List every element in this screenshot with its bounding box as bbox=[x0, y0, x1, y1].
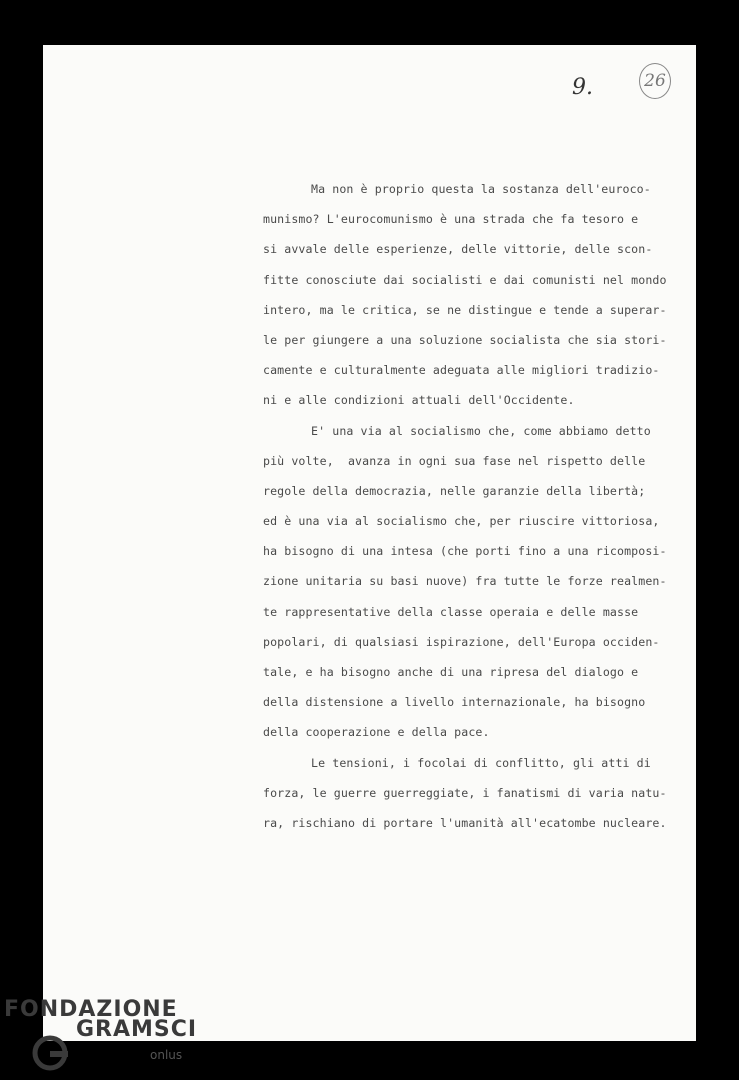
text-line: intero, ma le critica, se ne distingue e tende a superar- bbox=[263, 302, 667, 317]
text-line: più volte, avanza in ogni sua fase nel rispetto delle bbox=[263, 453, 646, 468]
text-line: fitte conosciute dai socialisti e dai comunisti nel mondo bbox=[263, 272, 667, 287]
text-line: munismo? L'eurocomunismo è una strada che fa tesoro e bbox=[263, 212, 639, 227]
text-line: regole della democrazia, nelle garanzie della libertà; bbox=[263, 483, 646, 498]
watermark-onlus: onlus bbox=[150, 1048, 183, 1062]
text-line: Le tensioni, i focolai di conflitto, gli atti di bbox=[311, 755, 651, 770]
text-line: E' una via al socialismo che, come abbiamo detto bbox=[311, 423, 651, 438]
fondazione-gramsci-watermark bbox=[4, 997, 204, 1077]
text-line: te rappresentative della classe operaia e delle masse bbox=[263, 604, 639, 619]
text-line: ni e alle condizioni attuali dell'Occidente. bbox=[263, 393, 575, 408]
text-line: camente e culturalmente adeguata alle migliori tradizio- bbox=[263, 363, 660, 378]
text-line: ed è una via al socialismo che, per riuscire vittoriosa, bbox=[263, 514, 660, 529]
text-line: popolari, di qualsiasi ispirazione, dell'Europa occiden- bbox=[263, 634, 660, 649]
text-line: si avvale delle esperienze, delle vittorie, delle scon- bbox=[263, 242, 653, 257]
watermark-line-1: FONDAZIONE bbox=[4, 997, 178, 1022]
text-line: le per giungere a una soluzione socialista che sia stori- bbox=[263, 332, 667, 347]
watermark-line-2: GRAMSCI bbox=[76, 1017, 198, 1042]
text-line: della cooperazione e della pace. bbox=[263, 725, 490, 740]
text-line: zione unitaria su basi nuove) fra tutte le forze realmen- bbox=[263, 574, 667, 589]
document-page bbox=[43, 45, 696, 1041]
handwritten-page-number: 9. bbox=[572, 75, 593, 100]
text-line: Ma non è proprio questa la sostanza dell'euroco- bbox=[311, 182, 651, 196]
text-line: ra, rischiano di portare l'umanità all'ecatombe nucleare. bbox=[263, 815, 667, 830]
text-line: della distensione a livello internazionale, ha bisogno bbox=[263, 695, 646, 710]
circled-archive-number: 26 bbox=[639, 63, 671, 99]
text-line: forza, le guerre guerreggiate, i fanatismi di varia natu- bbox=[263, 785, 667, 800]
gramsci-logo-icon bbox=[30, 1033, 70, 1073]
text-line: ha bisogno di una intesa (che porti fino a una ricomposi- bbox=[263, 544, 667, 559]
typed-text-body bbox=[263, 174, 667, 838]
text-line: tale, e ha bisogno anche di una ripresa del dialogo e bbox=[263, 665, 639, 679]
